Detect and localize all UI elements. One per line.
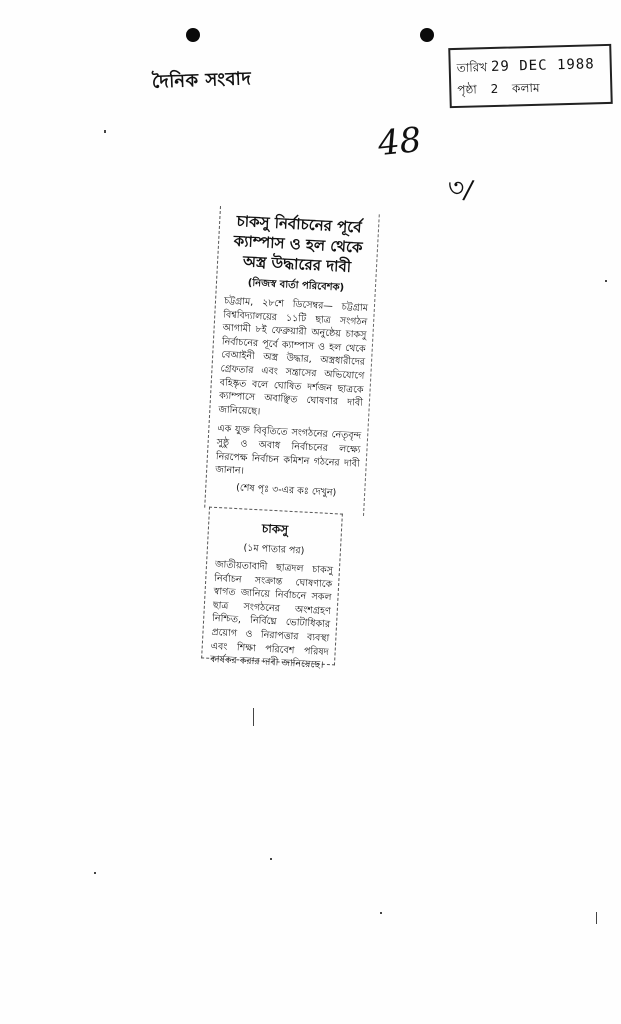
tick-mark: ৩/ [444, 172, 476, 207]
date-stamp [448, 44, 613, 108]
stamp-column-label: কলাম [511, 80, 540, 96]
stamp-page-label: পৃষ্ঠা [457, 82, 477, 97]
scan-speck [104, 130, 106, 133]
continuation-note: (শেষ পৃঃ ৩-এর কঃ দেখুন) [235, 481, 337, 499]
stamp-date-label: তারিখ [456, 60, 488, 75]
scan-speck [596, 912, 597, 924]
scan-speck [253, 708, 254, 726]
stamp-page-value: 2 [490, 81, 499, 97]
newspaper-clipping [204, 206, 380, 516]
scan-speck [94, 872, 96, 874]
scan-speck [605, 280, 607, 282]
stamp-date-value: 29 DEC 1988 [490, 56, 595, 76]
punch-hole-left [186, 28, 200, 42]
stamp-page-row [457, 80, 540, 102]
continued-heading: চাকসু [261, 521, 289, 537]
punch-hole-right [420, 28, 434, 42]
scan-speck [270, 858, 272, 860]
article-paragraph-2: এক যুক্ত বিবৃতিতে সংগঠনের নেতৃবৃন্দ সুষ্ঠু ও অবাধ নির্বাচনের লক্ষ্যে নিরপেক্ষ নির্বাচন কমিশন গঠনের দাবী জানান। [214, 423, 362, 477]
continued-text: জাতীয়তাবাদী ছাত্রদল চাকসু নির্বাচন সংক্রান্ত ঘোষণাকে স্বাগত জানিয়ে নির্বাচনে সকল ছাত্র সংগঠনের অংশগ্রহণ নিশ্চিত, নির্বিঘ্নে ভোটাধিকার প্রয়োগ ও নিরাপত্তার ব্যবস্থা এবং শিক্ষা পরিবেশ পরিষদ কার্যকর করার দাবী জানিয়েছে। [209, 558, 334, 671]
continued-from: (১ম পাতার পর) [243, 542, 305, 557]
article-paragraph-1: চট্টগ্রাম, ২৮শে ডিসেম্বর— চট্টগ্রাম বিশ্ববিদ্যালয়ের ১১টি ছাত্র সংগঠন আগামী ৮ই ফেব্রুয়ারী অনুষ্ঠেয় চাকসু নির্বাচনের পূর্বে ক্যাম্পাস ও হল থেকে বেআইনী অস্ত্র উদ্ধার, অস্ত্রধারীদের গ্রেফতার এবং সন্ত্রাসের অভিযোগে বহিষ্কৃত বলে ঘোষিত দর্শজন ছাত্রকে ক্যাম্পাসে অবাঞ্ছিত ঘোষণার দাবী জানিয়েছে। [218, 295, 369, 418]
newspaper-name: দৈনিক সংবাদ [151, 68, 252, 93]
stamp-date-row [457, 56, 595, 80]
article-credit: (নিজস্ব বার্তা পরিবেশক) [247, 277, 345, 294]
folio-number: 48 [376, 119, 424, 165]
article-headline: চাকসু নির্বাচনের পূর্বে ক্যাম্পাস ও হল থেকে অস্ত্র উদ্ধারের দাবী [233, 211, 363, 276]
continuation-clipping [201, 507, 343, 671]
scan-speck [380, 912, 382, 914]
